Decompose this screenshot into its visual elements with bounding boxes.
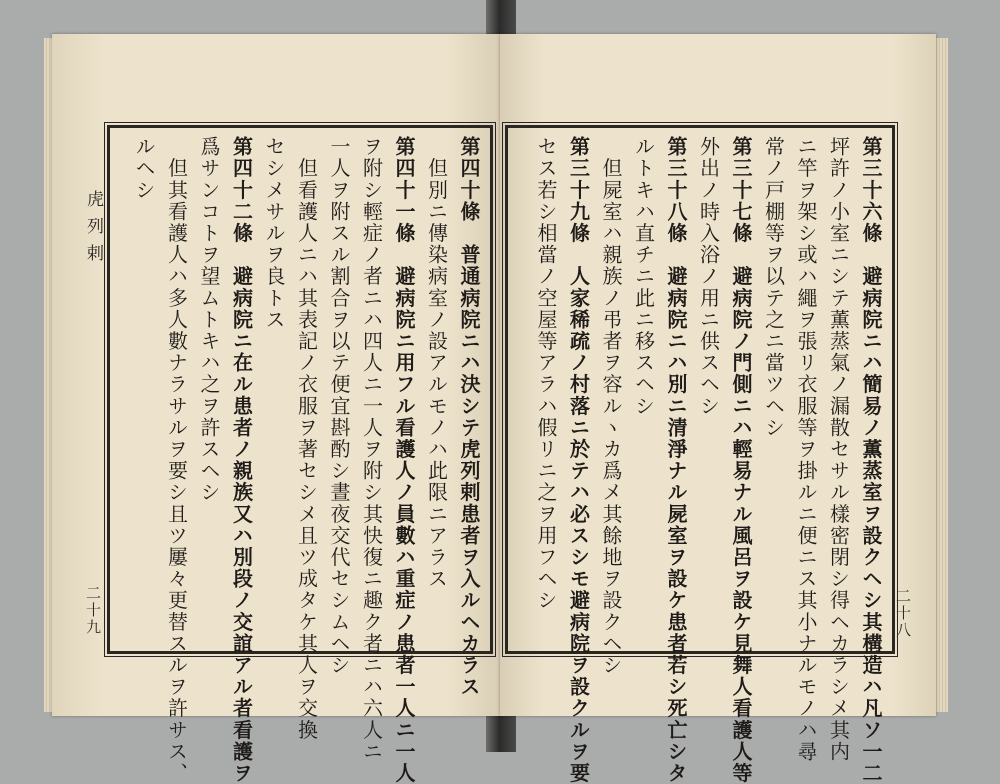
text-column: ルトキハ直チニ此ニ移スヘシ (631, 136, 656, 417)
text-column: 第四十二條 避病院ニ在ル患者ノ親族又ハ別段ノ交誼アル者看護ヲ (229, 136, 254, 784)
text-column: セシメサルヲ良トス (262, 136, 286, 331)
text-column: 第四十條 普通病院ニハ決シテ虎列剌患者ヲ入ルヘカラス (457, 136, 481, 698)
text-column: 外出ノ時入浴ノ用ニ供スヘシ (696, 136, 721, 417)
text-column: 但屍室ハ親族ノ弔者ヲ容ルヽカ爲メ其餘地ヲ設クヘシ (599, 136, 623, 676)
right-text-frame (505, 125, 895, 784)
text-column: セス若シ相當ノ空屋等アラハ假リニ之ヲ用フヘシ (534, 136, 558, 612)
text-column: 第三十七條 避病院ノ門側ニハ輕易ナル風呂ヲ設ケ見舞人看護人等 (729, 136, 753, 784)
text-column: 但其看護人ハ多人數ナラサルヲ要シ且ツ屢々更替スルヲ許サス、 (164, 136, 189, 784)
text-column: ヲ附シ輕症ノ者ニハ四人ニ一人ヲ附シ其快復ニ趣ク者ニハ六人ニ (359, 136, 384, 763)
text-column: 一人ヲ附スル割合ヲ以テ便宜斟酌シ晝夜交代セシムヘシ (327, 136, 351, 676)
left-page-number: 二十九 (84, 585, 102, 636)
text-column: 第三十九條 人家稀疏ノ村落ニ於テハ必スシモ避病院ヲ設クルヲ要 (566, 136, 591, 784)
text-column: ルヘシ (132, 136, 156, 201)
text-column: 但看護人ニハ其表記ノ衣服ヲ著セシメ且ツ成タケ其人ヲ交換 (294, 136, 319, 741)
right-page-edges (934, 38, 948, 712)
text-column: 常ノ戸棚等ヲ以テ之ニ當ツヘシ (761, 136, 786, 439)
right-page-number: 二十八 (894, 588, 912, 639)
text-column: 第三十八條 避病院ニハ別ニ清淨ナル屍室ヲ設ケ患者若シ死亡シタ (664, 136, 688, 784)
text-column: 第四十一條 避病院ニ用フル看護人ノ員數ハ重症ノ患者一人ニ一人 (392, 136, 416, 784)
left-text-frame (107, 125, 493, 784)
text-column: 但別ニ傳染病室ノ設アルモノハ此限ニアラス (424, 136, 449, 590)
text-column: 爲サンコトヲ望ムトキハ之ヲ許スヘシ (197, 136, 221, 504)
text-column: 第三十六條 避病院ニハ簡易ノ薫蒸室ヲ設クヘシ其構造ハ凡ソ一二 (859, 136, 883, 784)
running-head: 虎列剌 (83, 190, 103, 271)
text-column: 坪許ノ小室ニシテ薫蒸氣ノ漏散セサル樣密閉シ得ヘカラシメ其内 (826, 136, 851, 763)
text-column: ニ竿ヲ架シ或ハ繩ヲ張リ衣服等ヲ掛ルニ便ニス其小ナルモノハ尋 (794, 136, 818, 763)
